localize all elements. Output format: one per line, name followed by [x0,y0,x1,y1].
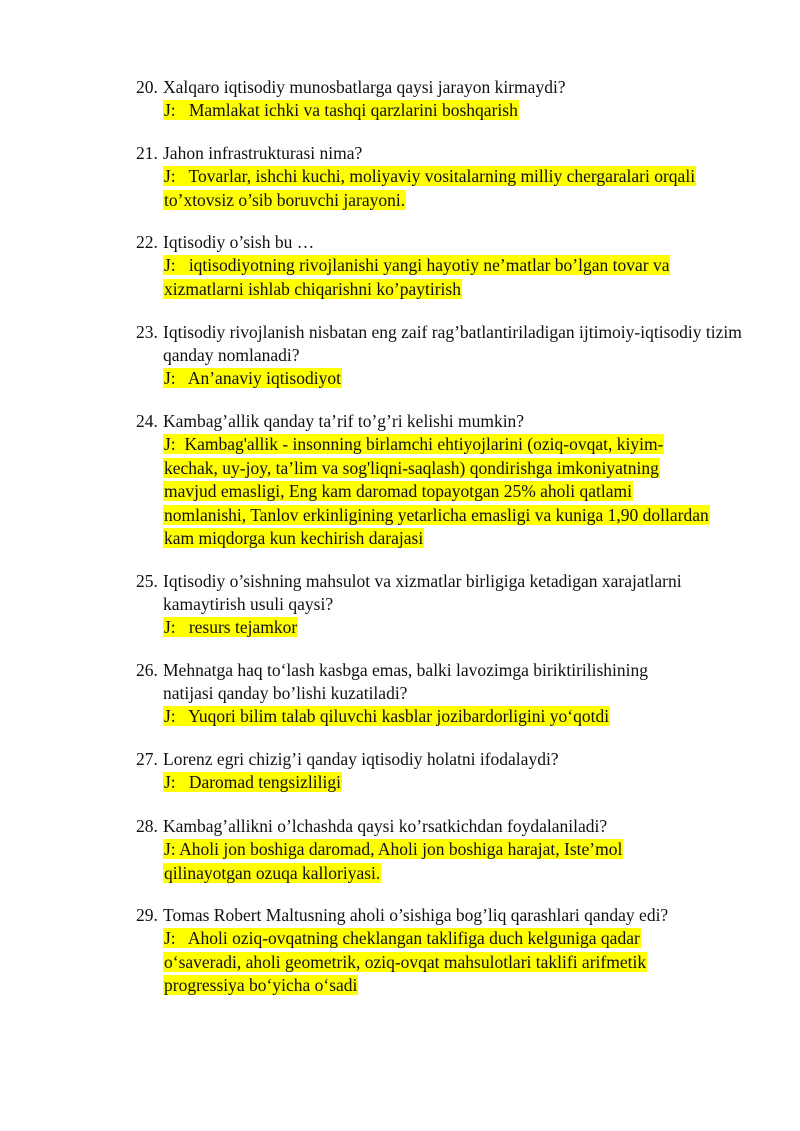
question-number: 24. [136,411,158,431]
answer-label: J: [164,255,189,275]
answer-label: J: [164,839,180,859]
question-row [136,231,756,254]
question-number: 22. [136,232,158,252]
answer-block [163,367,756,391]
answer-block [163,165,743,212]
qa-item-25 [136,570,756,640]
answer-highlight [163,839,623,883]
question-row [136,76,756,99]
question-number: 27. [136,749,158,769]
question-row [136,748,756,771]
answer-label: J: [164,617,189,637]
answer-text: Tovarlar, ishchi kuchi, moliyaviy vositalarning milliy chergaralari orqali to’xtovsiz o’sib boruvchi jarayoni. [164,166,696,210]
question-text: Lorenz egri chizig’i qanday iqtisodiy holatni ifodalaydi? [163,749,559,769]
question-number: 26. [136,660,158,680]
answer-block [163,838,683,885]
qa-item-28 [136,815,756,885]
question-text: Iqtisodiy o’sishning mahsulot va xizmatlar birligiga ketadigan xarajatlarni kamaytirish usuli qaysi? [163,571,682,614]
question-text: Xalqaro iqtisodiy munosbatlarga qaysi jarayon kirmaydi? [163,77,566,97]
answer-highlight [163,166,696,210]
qa-item-21 [136,142,756,212]
answer-label: J: [164,706,189,726]
answer-label: J: [164,434,185,454]
question-text: Mehnatga haq to‘lash kasbga emas, balki lavozimga biriktirilishining natijasi qanday bo’lishi kuzatiladi? [163,660,649,703]
answer-block [163,616,756,640]
answer-highlight [163,434,710,548]
answer-block [163,254,723,301]
answer-label: J: [164,772,189,792]
answer-block [163,771,756,795]
question-text: Tomas Robert Maltusning aholi o’sishiga bog’liq qarashlari qanday edi? [163,905,669,925]
answer-highlight [163,928,647,995]
answer-highlight [163,368,342,388]
answer-highlight [163,617,298,637]
qa-item-26 [136,659,756,729]
question-text: Kambag’allikni o’lchashda qaysi ko’rsatkichdan foydalaniladi? [163,816,608,836]
question-number: 21. [136,143,158,163]
question-row [136,321,756,367]
question-row [136,410,756,433]
question-row [136,904,756,927]
answer-block [163,99,756,123]
qa-item-23 [136,321,756,391]
answer-text: Aholi jon boshiga daromad, Aholi jon boshiga harajat, Iste’mol qilinayotgan ozuqa kalloriyasi. [164,839,623,883]
question-row [136,815,756,838]
qa-item-24 [136,410,756,551]
question-number: 23. [136,322,158,342]
answer-label: J: [164,928,188,948]
answer-highlight [163,255,670,299]
question-row [136,659,756,705]
answer-text: resurs tejamkor [188,617,298,637]
qa-item-22 [136,231,756,301]
question-number: 25. [136,571,158,591]
question-text: Iqtisodiy o’sish bu … [163,232,315,252]
question-number: 29. [136,905,158,925]
answer-text: Kambag'allik - insonning birlamchi ehtiyojlarini (oziq-ovqat, kiyim-kechak, uy-joy, ta’lim va sog'liqni-saqlash) qondirishga imkoniyatning mavjud emasligi, Eng kam daromad topayotgan 25% aholi qatlami nomlanishi, Tanlov erkinligining yetarlicha emasligi va kuniga 1,90 dollardan kam miqdorga kun kechirish darajasi [164,434,709,548]
qa-item-20 [136,76,756,123]
answer-highlight [163,100,519,120]
answer-label: J: [164,100,189,120]
question-row [136,142,756,165]
answer-text: iqtisodiyotning rivojlanishi yangi hayotiy ne’matlar bo’lgan tovar va xizmatlarni ishlab chiqarishni ko’paytirish [164,255,670,299]
answer-highlight [163,706,610,726]
question-number: 28. [136,816,158,836]
answer-block [163,927,703,998]
answer-label: J: [164,166,189,186]
question-number: 20. [136,77,158,97]
answer-text: An’anaviy iqtisodiyot [187,368,341,388]
answer-text: Mamlakat ichki va tashqi qarzlarini boshqarish [188,100,518,120]
answer-block [163,705,756,729]
question-text: Kambag’allik qanday ta’rif to’g’ri kelishi mumkin? [163,411,525,431]
qa-item-27 [136,748,756,795]
question-text: Jahon infrastrukturasi nima? [163,143,363,163]
question-row [136,570,756,616]
answer-text: Aholi oziq-ovqatning cheklangan taklifiga duch kelguniga qadar o‘saveradi, aholi geometrik, oziq-ovqat mahsulotlari taklifi arifmetik progressiya bo‘yicha o‘sadi [164,928,647,995]
question-text: Iqtisodiy rivojlanish nisbatan eng zaif rag’batlantiriladigan ijtimoiy-iqtisodiy tizim qanday nomlanadi? [163,322,742,365]
answer-label: J: [164,368,188,388]
answer-text: Yuqori bilim talab qiluvchi kasblar jozibardorligini yo‘qotdi [188,706,610,726]
answer-text: Daromad tengsizliligi [188,772,341,792]
answer-block [163,433,713,551]
qa-item-29 [136,904,756,998]
answer-highlight [163,772,342,792]
